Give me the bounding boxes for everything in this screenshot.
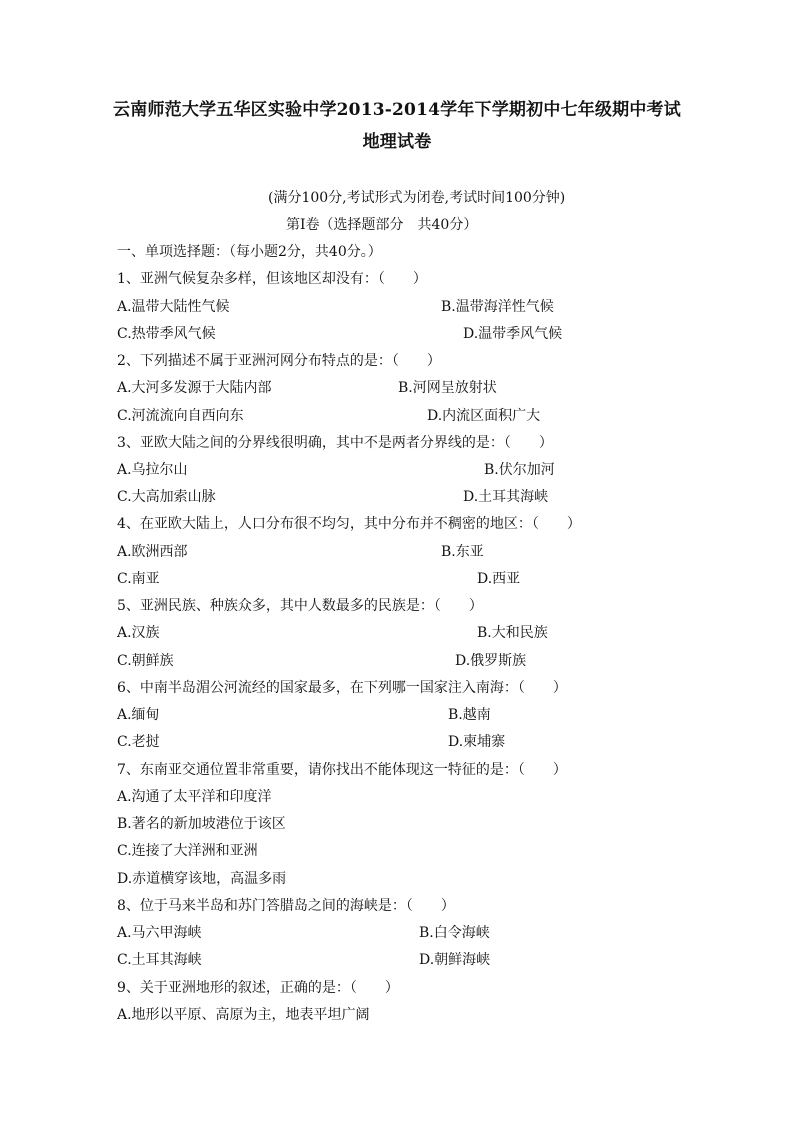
question-option: D.柬埔寨 (448, 734, 506, 750)
question-option: C.连接了大洋洲和亚洲 (117, 843, 258, 859)
question-option: A.欧洲西部 (117, 544, 188, 560)
question-option: D.内流区面积广大 (427, 408, 541, 424)
question-option: C.热带季风气候 (117, 326, 216, 342)
question-option: D.俄罗斯族 (455, 653, 527, 669)
question-option: D.朝鲜海峡 (419, 952, 491, 968)
question-option: B.温带海洋性气候 (441, 299, 554, 315)
question-stem: 3、亚欧大陆之间的分界线很明确，其中不是两者分界线的是：（ ） (117, 435, 553, 451)
question-option: A.汉族 (117, 625, 160, 641)
question-option: C.老挝 (117, 734, 160, 750)
question-stem: 4、在亚欧大陆上，人口分布很不均匀，其中分布并不稠密的地区：（ ） (117, 516, 581, 532)
question-option: D.土耳其海峡 (463, 489, 549, 505)
question-option: D.西亚 (477, 571, 521, 587)
exam-title: 云南师范大学五华区实验中学2013-2014学年下学期初中七年级期中考试 (113, 100, 681, 120)
question-option: B.大和民族 (477, 625, 548, 641)
question-option: B.白令海峡 (419, 925, 490, 941)
question-option: A.地形以平原、高原为主，地表平坦广阔 (117, 1007, 370, 1023)
question-option: C.南亚 (117, 571, 160, 587)
question-option: C.土耳其海峡 (117, 952, 202, 968)
question-option: B.越南 (448, 707, 491, 723)
question-stem: 7、东南亚交通位置非常重要，请你找出不能体现这一特征的是：（ ） (117, 762, 567, 778)
question-option: A.乌拉尔山 (117, 462, 188, 478)
question-option: D.赤道横穿该地，高温多雨 (117, 871, 287, 887)
question-option: A.缅甸 (117, 707, 160, 723)
question-option: C.朝鲜族 (117, 653, 174, 669)
question-option: A.马六甲海峡 (117, 925, 202, 941)
question-stem: 8、位于马来半岛和苏门答腊岛之间的海峡是：（ ） (117, 898, 455, 914)
section-heading: 一、单项选择题：（每小题2分，共40分。） (117, 244, 382, 260)
question-option: B.河网呈放射状 (398, 380, 497, 396)
exam-subject-title: 地理试卷 (362, 132, 432, 152)
question-stem: 9、关于亚洲地形的叙述，正确的是：（ ） (117, 980, 399, 996)
question-option: C.河流流向自西向东 (117, 408, 244, 424)
question-option: A.大河多发源于大陆内部 (117, 380, 272, 396)
question-stem: 1、亚洲气候复杂多样，但该地区却没有：（ ） (117, 271, 427, 287)
question-stem: 6、中南半岛湄公河流经的国家最多，在下列哪一国家注入南海：（ ） (117, 680, 567, 696)
exam-info: (满分100分,考试形式为闭卷,考试时间100分钟) (268, 190, 566, 206)
question-stem: 5、亚洲民族、种族众多，其中人数最多的民族是：（ ） (117, 598, 483, 614)
question-option: C.大高加索山脉 (117, 489, 216, 505)
question-stem: 2、下列描述不属于亚洲河网分布特点的是：（ ） (117, 353, 441, 369)
volume-title: 第Ⅰ卷（选择题部分 共40分） (286, 217, 478, 233)
question-option: B.伏尔加河 (484, 462, 555, 478)
question-option: A.沟通了太平洋和印度洋 (117, 789, 272, 805)
question-option: B.著名的新加坡港位于该区 (117, 816, 286, 832)
question-option: B.东亚 (441, 544, 484, 560)
question-option: D.温带季风气候 (463, 326, 563, 342)
question-option: A.温带大陆性气候 (117, 299, 230, 315)
